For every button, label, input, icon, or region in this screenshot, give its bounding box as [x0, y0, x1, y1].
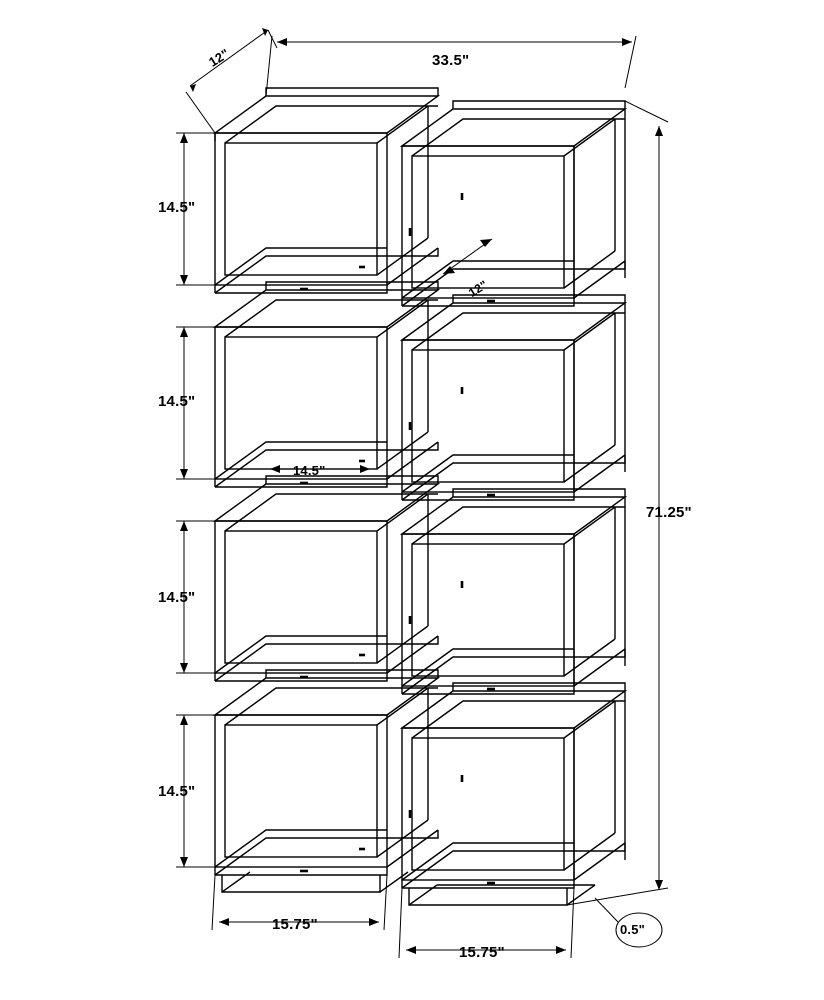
cube-r4-left: [215, 670, 438, 892]
cube-r1-right: [402, 101, 625, 306]
dimension-label-height-row-3: 14.5": [158, 589, 196, 606]
dimension-label-height-row-2: 14.5": [158, 393, 196, 410]
dimension-label-cube-interior-depth: 12": [466, 277, 491, 300]
cube-r1-left: [215, 88, 438, 293]
cube-r2-left: [215, 282, 438, 487]
dimension-lines: [176, 28, 668, 958]
dimension-label-depth-top-left: 12": [206, 45, 232, 70]
dimension-label-base-width-right: 15.75": [459, 944, 505, 961]
dimension-label-base-width-left: 15.75": [272, 916, 318, 933]
dimension-label-overall-height: 71.25": [646, 504, 692, 521]
dimension-label-thickness-callout: 0.5": [620, 922, 646, 937]
cube-r4-right: [402, 683, 625, 905]
cube-r3-right: [402, 489, 625, 694]
dimension-label-width-overall-top: 33.5": [432, 52, 470, 69]
dimension-label-cube-interior-width: 14.5": [293, 463, 326, 478]
dimension-label-height-row-4: 14.5": [158, 783, 196, 800]
cube-r3-left: [215, 476, 438, 681]
dimension-label-height-row-1: 14.5": [158, 199, 196, 216]
cube-r2-right: [402, 295, 625, 500]
